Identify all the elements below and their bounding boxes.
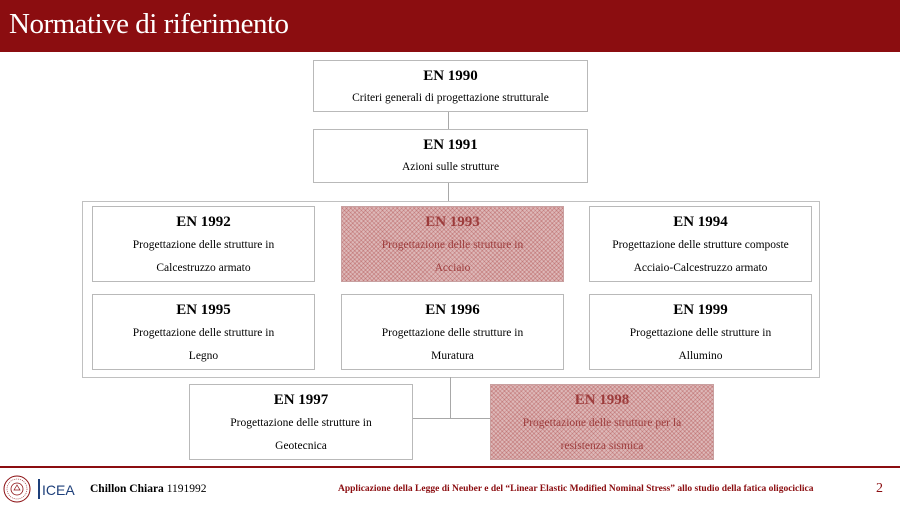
presentation-title: Applicazione della Legge di Neuber e del “Linear Elastic Modified Nominal Stress” allo studio della fatica oligociclica xyxy=(338,484,814,494)
standard-code: EN 1993 xyxy=(425,214,480,230)
university-seal-icon xyxy=(3,475,31,503)
connector-1990-1991 xyxy=(448,111,449,130)
standard-box-en1997 xyxy=(189,384,413,460)
standard-description-line2: Acciaio xyxy=(434,262,471,274)
standard-description-line2: Acciaio-Calcestruzzo armato xyxy=(633,262,768,274)
standard-description-line1: Progettazione delle strutture in xyxy=(381,327,524,339)
standard-description-line1: Progettazione delle strutture in xyxy=(132,239,275,251)
title-bar xyxy=(0,0,900,52)
standard-description-line1: Progettazione delle strutture in xyxy=(230,417,372,429)
author-id: 1191992 xyxy=(166,483,207,495)
standard-box-en1990 xyxy=(313,60,588,112)
standard-description: Criteri generali di progettazione strutturale xyxy=(352,92,549,104)
icea-logo xyxy=(38,477,76,501)
standard-box-en1998 xyxy=(490,384,714,460)
standard-code: EN 1990 xyxy=(423,68,478,84)
footer-divider xyxy=(0,466,900,468)
standard-box-en1993 xyxy=(341,206,564,282)
standard-description-line2: Allumino xyxy=(678,350,723,362)
standard-description: Azioni sulle strutture xyxy=(401,161,500,173)
standard-code: EN 1999 xyxy=(673,302,728,318)
connector-1991-group xyxy=(448,182,449,202)
standard-box-en1995 xyxy=(92,294,315,370)
svg-text:ICEA: ICEA xyxy=(42,482,75,498)
standard-box-en1994 xyxy=(589,206,812,282)
standard-description-line2: Legno xyxy=(188,350,219,362)
standard-box-en1996 xyxy=(341,294,564,370)
connector-group-bottom xyxy=(450,377,451,419)
standard-description-line1: Progettazione delle strutture composte xyxy=(612,239,789,251)
standard-code: EN 1991 xyxy=(423,137,478,153)
author-name: Chillon Chiara xyxy=(90,483,164,495)
page-title: Normative di riferimento xyxy=(9,8,289,40)
author xyxy=(90,483,207,495)
standard-code: EN 1995 xyxy=(176,302,231,318)
standard-code: EN 1996 xyxy=(425,302,480,318)
standard-description-line2: Geotecnica xyxy=(275,440,327,452)
standard-box-en1992 xyxy=(92,206,315,282)
standard-description-line1: Progettazione delle strutture per la xyxy=(522,417,682,429)
standard-box-en1991 xyxy=(313,129,588,183)
standard-description-line2: Calcestruzzo armato xyxy=(156,262,251,274)
standard-code: EN 1997 xyxy=(273,392,329,408)
page-number: 2 xyxy=(876,481,883,496)
standard-box-en1999 xyxy=(589,294,812,370)
standard-description-line1: Progettazione delle strutture in xyxy=(629,327,772,339)
connector-bottom-horizontal xyxy=(412,418,490,419)
standard-description-line2: Muratura xyxy=(431,350,474,362)
standard-code: EN 1998 xyxy=(574,392,630,408)
standard-code: EN 1992 xyxy=(176,214,231,230)
standard-description-line1: Progettazione delle strutture in xyxy=(132,327,275,339)
standard-code: EN 1994 xyxy=(673,214,728,230)
standard-description-line1: Progettazione delle strutture in xyxy=(381,239,524,251)
standard-description-line2: resistenza sismica xyxy=(560,440,644,452)
